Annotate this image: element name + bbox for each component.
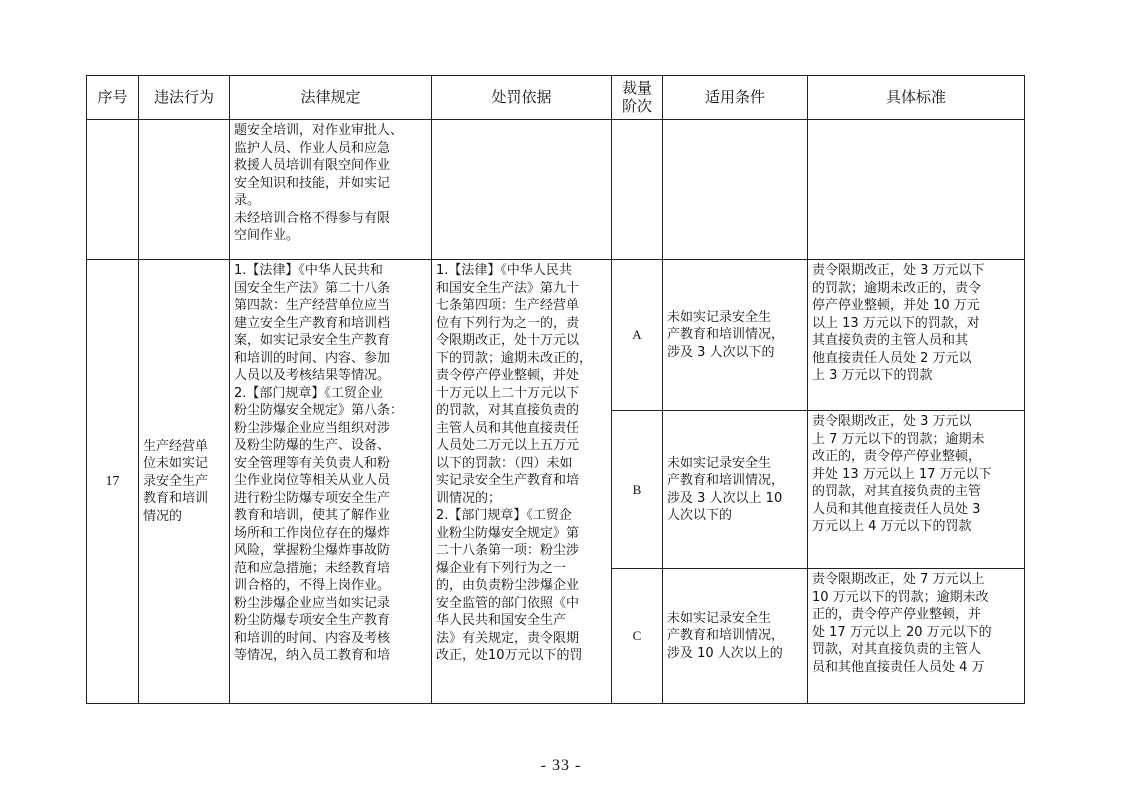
- header-standard: 具体标准: [808, 76, 1025, 120]
- cell-empty: [612, 120, 663, 260]
- header-law: 法律规定: [230, 76, 432, 120]
- table-row-continued: [87, 120, 1025, 260]
- header-condition: 适用条件: [663, 76, 808, 120]
- standard-c: 责令限期改正，处 7 万元以上 10 万元以下的罚款；逾期未改 正的，责令停产停业整顿，并 处 17 万元以上 20 万元以下的 罚款，对其直接负责的主管人 员和其他直接责任人员处 4 万: [808, 569, 1025, 704]
- continued-law-cell: 题安全培训，对作业审批人、 监护人员、作业人员和应急 救援人员培训有限空间作业 安全知识和技能，并如实记 录。 未经培训合格不得参与有限 空间作业。: [230, 120, 432, 260]
- row-basis-text: 1.【法律】《中华人民共 和国安全生产法》第九十 七条第四项：生产经营单 位有下列行为之一的，责 令限期改正，处十万元以 下的罚款；逾期未改正的， 责令停产停业整顿，并处 十万元以上二十万元以下 的罚款，对其直接负责的 主管人员和其他直接责任 人员处二万元以上五万元 以下的罚款：（四）未如 实记录安全生产教育和培 训情况的； 2.【部门规章】《工贸企 业粉尘防爆安全规定》第 二十八条第一项：粉尘涉 爆企业有下列行为之一 的，由负责粉尘涉爆企业 安全监管的部门依照《中 华人民共和国安全生产 法》有关规定，责令限期 改正，处10万元以下的罚: [436, 263, 593, 663]
- header-level: 裁量 阶次: [612, 76, 663, 120]
- condition-a: 未如实记录安全生 产教育和培训情况， 涉及 3 人次以下的: [663, 260, 808, 411]
- table-row-17-a: [87, 260, 1025, 411]
- page-number: - 33 -: [540, 757, 582, 774]
- cell-empty: [139, 120, 230, 260]
- cell-empty: [663, 120, 808, 260]
- row-law-text: 1.【法律】《中华人民共和 国安全生产法》第二十八条 第四款：生产经营单位应当 建立安全生产教育和培训档 案，如实记录安全生产教育 和培训的时间、内容、参加 人员以及考核结果等情况。 2.【部门规章】《工贸企业 粉尘防爆安全规定》第八条： 粉尘涉爆企业应当组织对涉 及粉尘防爆的生产、设备、 安全管理等有关负责人和粉 尘作业岗位等相关从业人员 进行粉尘防爆专项安全生产 教育和培训，使其了解作业 场所和工作岗位存在的爆炸 风险，掌握粉尘爆炸事故防 范和应急措施；未经教育培 训合格的，不得上岗作业。 粉尘涉爆企业应当如实记录 粉尘防爆专项安全生产教育 和培训的时间、内容及考核 等情况，纳入员工教育和培: [234, 263, 404, 663]
- row-behavior: 生产经营单 位未如实记 录安全生产 教育和培训 情况的: [139, 260, 230, 704]
- penalty-standard-table: [86, 75, 1025, 704]
- table-header-row: [87, 76, 1025, 120]
- cell-empty: [87, 120, 139, 260]
- header-seq: 序号: [87, 76, 139, 120]
- header-basis: 处罚依据: [432, 76, 612, 120]
- grade-b: B: [612, 411, 663, 569]
- row-seq-number: 17: [87, 260, 139, 704]
- row-law-cell: [230, 260, 432, 704]
- condition-c: 未如实记录安全生 产教育和培训情况， 涉及 10 人次以上的: [663, 569, 808, 704]
- grade-a: A: [612, 260, 663, 411]
- row-basis-cell: [432, 260, 612, 704]
- grade-c: C: [612, 569, 663, 704]
- header-behavior: 违法行为: [139, 76, 230, 120]
- condition-b: 未如实记录安全生 产教育和培训情况， 涉及 3 人次以上 10 人次以下的: [663, 411, 808, 569]
- standard-b: 责令限期改正，处 3 万元以 上 7 万元以下的罚款；逾期未 改正的，责令停产停业整顿， 并处 13 万元以上 17 万元以下 的罚款，对其直接负责的主管 人员和其他直接责任人员处 3 万元以上 4 万元以下的罚款: [808, 411, 1025, 569]
- standard-a: 责令限期改正，处 3 万元以下 的罚款；逾期未改正的，责令 停产停业整顿，并处 10 万元 以上 13 万元以下的罚款，对 其直接负责的主管人员和其 他直接责任人员处 2 万元以 上 3 万元以下的罚款: [808, 260, 1025, 411]
- cell-empty: [432, 120, 612, 260]
- cell-empty: [808, 120, 1025, 260]
